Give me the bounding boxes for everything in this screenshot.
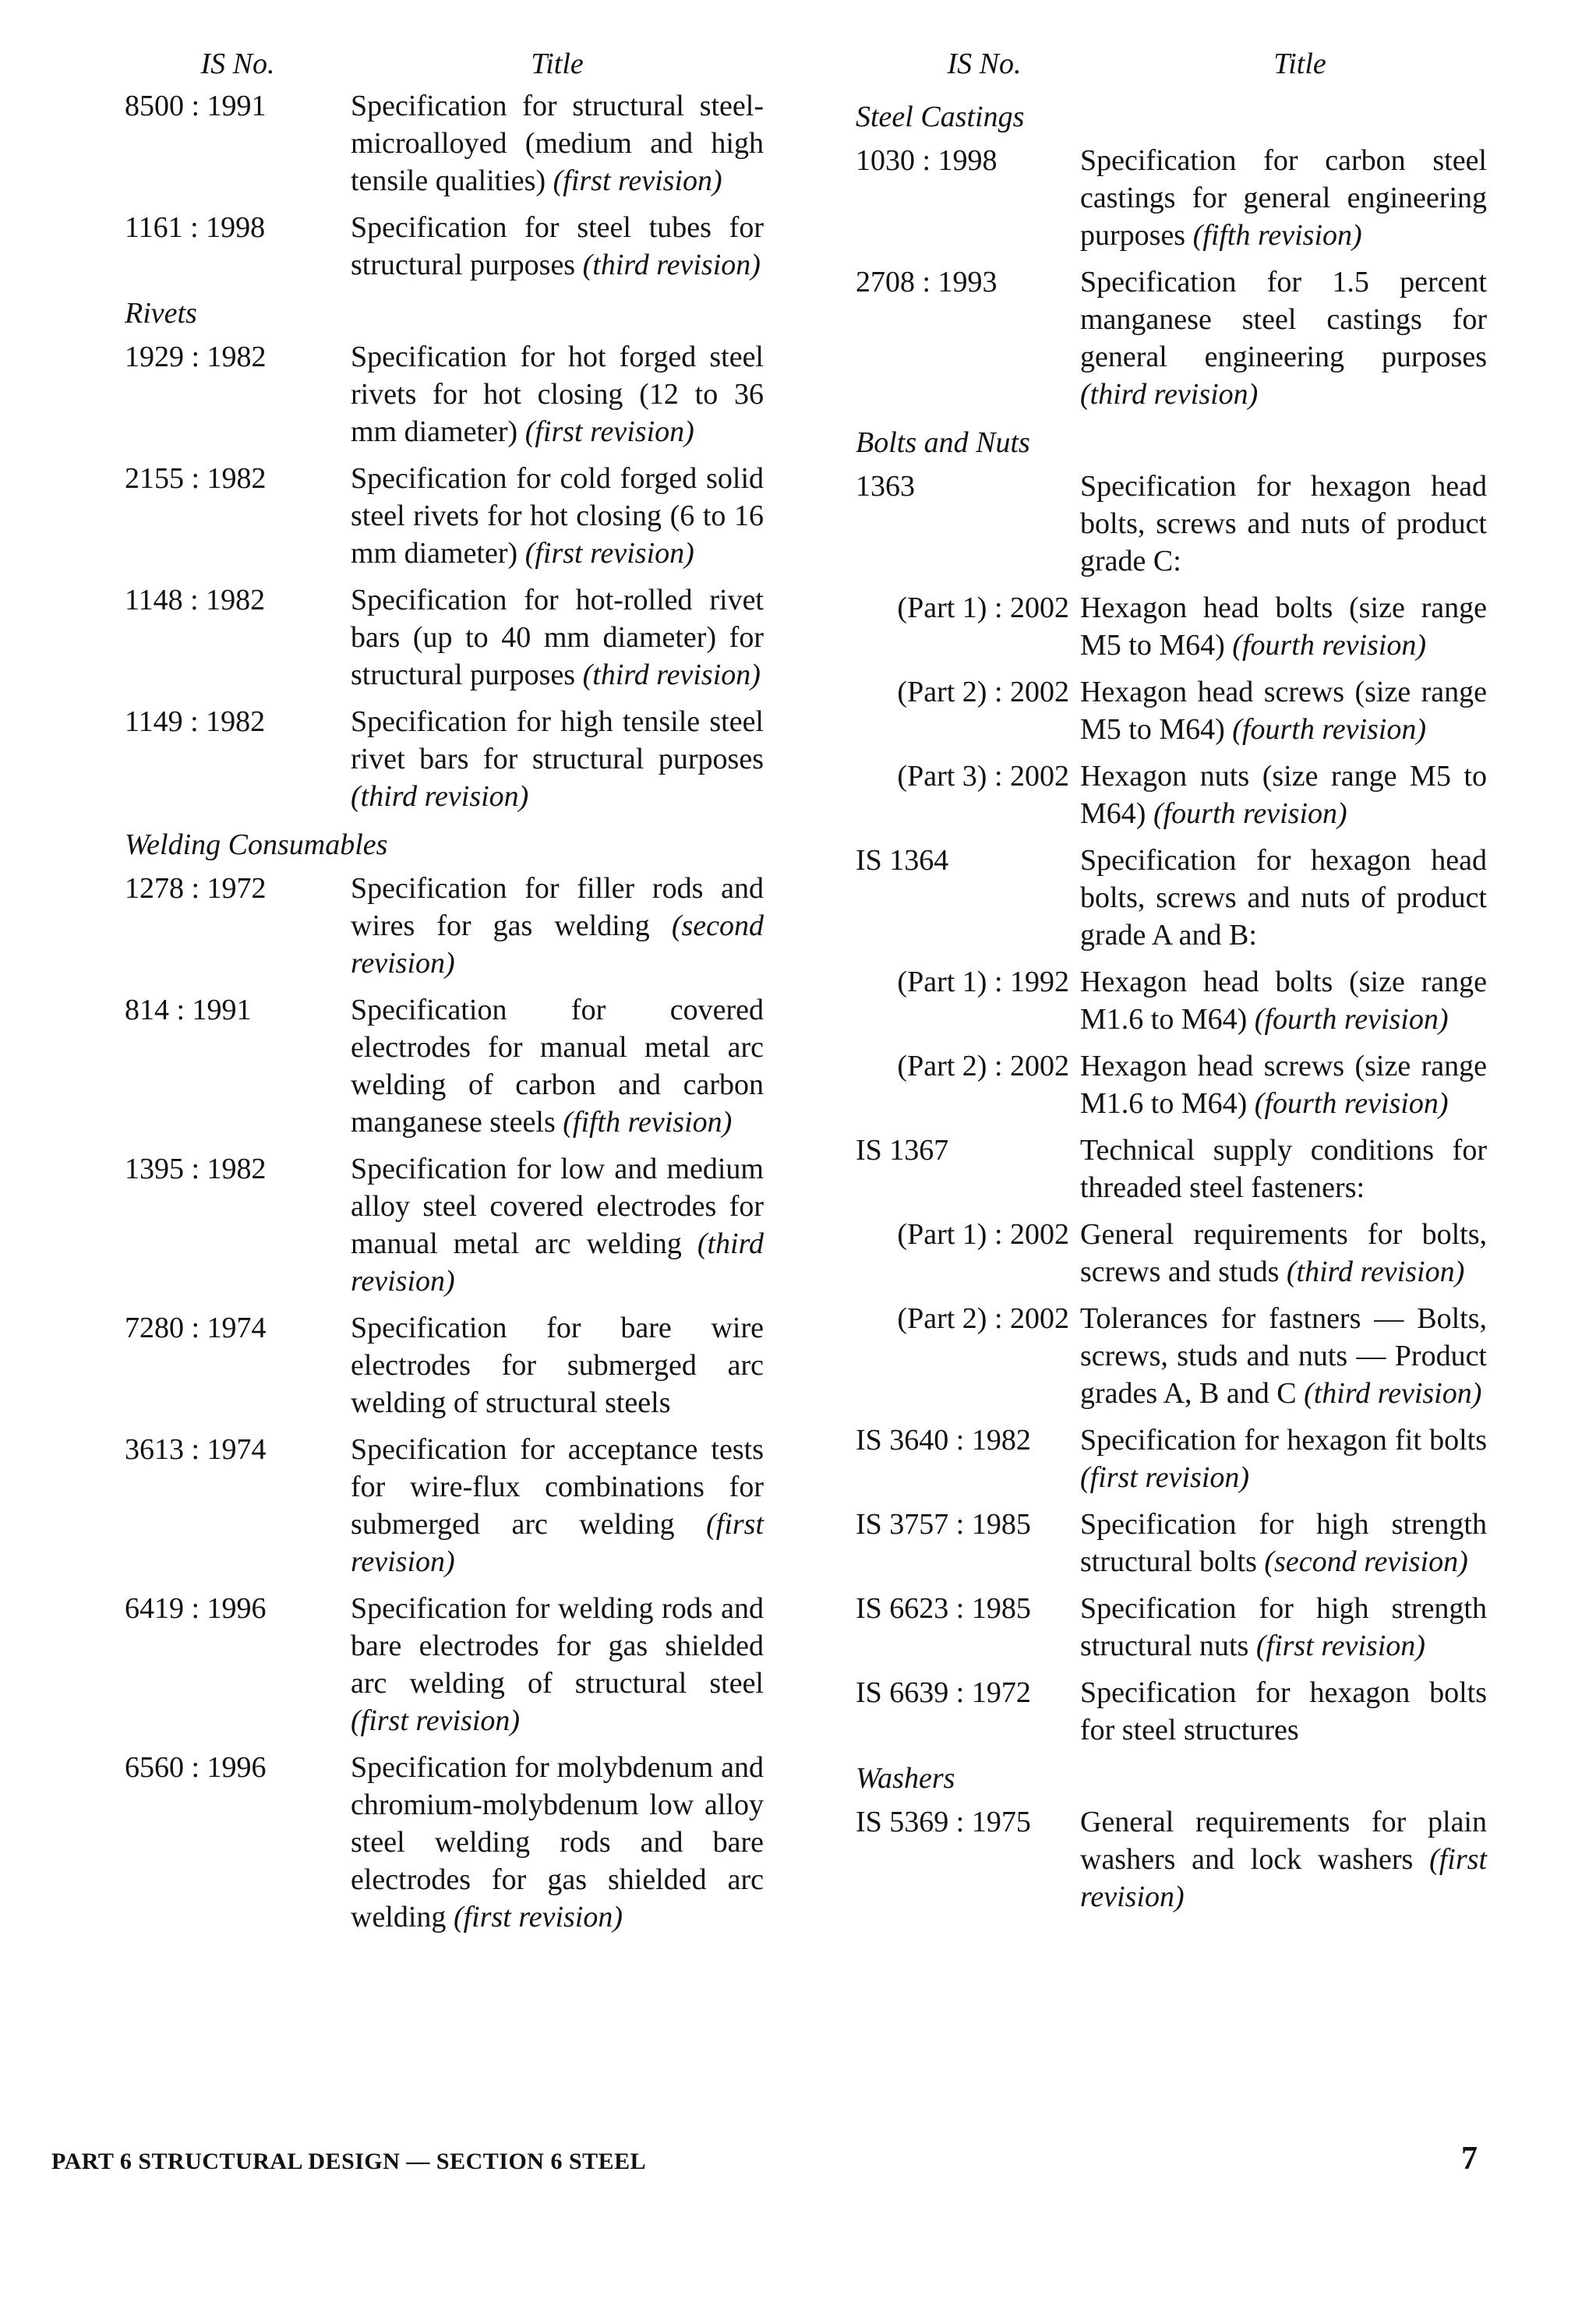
header-is-no: IS No. [200,48,275,80]
standard-entry [125,209,764,284]
page-number: 7 [1461,2141,1478,2177]
left-column [125,45,764,1945]
standard-number: 6419 : 1996 [125,1592,267,1625]
standard-number: 814 : 1991 [125,994,252,1026]
revision-note: (third revision) [582,249,761,281]
title-text: Specification for covered electrodes for manual metal arc welding of carbon and carbon manganese steels [351,994,764,1139]
section-heading: Bolts and Nuts [856,426,1030,459]
standard-entry [125,1150,764,1300]
standard-entry [856,589,1487,664]
standard-title [1080,1506,1487,1580]
title-text: General requirements for plain washers and lock washers [1080,1806,1487,1876]
revision-note: (third revision) [351,780,529,813]
standard-entry [856,1803,1487,1916]
standard-number: 7280 : 1974 [125,1312,267,1344]
title-text: Specification for hot forged steel rivets for hot closing (12 to 36 mm diameter) [351,341,764,448]
standard-number: 2708 : 1993 [856,266,998,298]
standard-title [351,1309,764,1421]
standard-title [351,703,764,815]
standard-entry [125,460,764,572]
title-text: Hexagon head screws (size range M5 to M64) [1080,676,1487,746]
revision-note: (first revision) [1255,1630,1425,1662]
standard-title [351,870,764,982]
title-text: Specification for hexagon head bolts, screws and nuts of product grade C: [1080,470,1487,577]
standard-title [351,338,764,450]
standard-entry [856,263,1487,413]
section-heading: Steel Castings [856,101,1025,133]
revision-note: (third revision) [351,1227,764,1298]
revision-note: (third revision) [1080,378,1259,411]
title-text: Specification for acceptance tests for wire-flux combinations for submerged arc welding [351,1433,764,1541]
title-text: Specification for bare wire electrodes for submerged arc welding of structural steels [351,1312,764,1419]
standard-title [1080,263,1487,413]
standard-entry [856,142,1487,254]
standard-number: IS 6639 : 1972 [856,1676,1031,1709]
standard-title [351,460,764,572]
standard-title [1080,468,1487,580]
standard-entry [125,870,764,982]
standard-number: 1929 : 1982 [125,341,267,373]
standard-title [1080,1216,1487,1291]
revision-note: (fourth revision) [1232,713,1427,746]
standard-number: (Part 2) : 2002 [897,1050,1069,1082]
standard-title [1080,963,1487,1038]
column-header [125,45,764,87]
standard-number: IS 6623 : 1985 [856,1592,1031,1625]
standard-title [1080,1300,1487,1412]
standard-number: 8500 : 1991 [125,90,267,122]
standard-title [1080,1421,1487,1496]
standard-number: 1395 : 1982 [125,1153,267,1185]
revision-note: (first revision) [524,415,694,448]
title-text: Hexagon nuts (size range M5 to M64) [1080,760,1487,830]
standard-entry [856,842,1487,954]
revision-note: (first revision) [351,1704,521,1737]
standard-number: (Part 1) : 1992 [897,966,1069,998]
standard-entry [125,87,764,200]
standard-entry [856,963,1487,1038]
revision-note: (fifth revision) [563,1106,733,1139]
standard-number: 6560 : 1996 [125,1751,267,1784]
standard-entry [856,1216,1487,1291]
standard-number: 1148 : 1982 [125,584,266,616]
standard-entry [856,1421,1487,1496]
standard-title [351,1150,764,1300]
standard-title [1080,757,1487,832]
standard-entry [125,581,764,694]
standard-entry [856,673,1487,748]
title-text: Specification for hexagon fit bolts [1080,1424,1487,1457]
standard-entry [125,1309,764,1421]
standard-entry [856,1506,1487,1580]
revision-note: (first revision) [524,537,694,570]
section-heading: Washers [856,1762,955,1795]
standard-entry [125,703,764,815]
title-text: Specification for low and medium alloy steel covered electrodes for manual metal arc welding [351,1153,764,1260]
revision-note: (fourth revision) [1232,629,1427,662]
title-text: Specification for molybdenum and chromium-molybdenum low alloy steel welding rods and bare electrodes for gas shielded arc welding [351,1751,764,1933]
revision-note: (first revision) [553,164,722,197]
column-header [856,45,1487,87]
standard-entry [856,468,1487,580]
standard-number: (Part 3) : 2002 [897,760,1069,793]
revision-note: (fourth revision) [1254,1003,1449,1036]
standard-number: IS 1364 [856,844,949,877]
standard-title [351,209,764,284]
standard-entry [856,1132,1487,1206]
left-entries [125,87,764,1936]
standard-number: 2155 : 1982 [125,462,267,495]
standard-number: (Part 1) : 2002 [897,1218,1069,1251]
standard-title [1080,1132,1487,1206]
revision-note: (fifth revision) [1192,219,1362,252]
standard-title [1080,842,1487,954]
standard-title [351,1590,764,1739]
section-heading: Rivets [125,297,197,330]
standard-number: (Part 1) : 2002 [897,591,1069,624]
revision-note: (third revision) [582,659,761,691]
title-text: Specification for steel tubes for structural purposes [351,211,764,281]
title-text: Specification for filler rods and wires for gas welding [351,872,764,942]
standard-title [351,1749,764,1936]
standard-entry [856,1674,1487,1749]
title-text: Tolerances for fastners — Bolts, screws, studs and nuts — Product grades A, B and C [1080,1302,1487,1410]
right-column [856,45,1487,1925]
section-heading: Welding Consumables [125,828,388,861]
standard-title [1080,142,1487,254]
standard-number: (Part 2) : 2002 [897,1302,1069,1335]
standard-title [351,581,764,694]
standard-number: 3613 : 1974 [125,1433,267,1466]
revision-note: (third revision) [1304,1377,1482,1410]
standard-title [351,991,764,1141]
page-footer [51,2140,1478,2177]
title-text: Specification for hexagon bolts for steel structures [1080,1676,1487,1746]
header-is-no: IS No. [947,48,1022,80]
standard-title [1080,1674,1487,1749]
header-title: Title [531,48,584,80]
title-text: Specification for cold forged solid steel rivets for hot closing (6 to 16 mm diameter) [351,462,764,570]
title-text: Specification for 1.5 percent manganese steel castings for general engineering purposes [1080,266,1487,373]
standard-title [351,1431,764,1580]
revision-note: (second revision) [1264,1545,1468,1578]
standard-number: (Part 2) : 2002 [897,676,1069,708]
standard-number: 1161 : 1998 [125,211,266,244]
standard-number: IS 1367 [856,1134,949,1167]
revision-note: (first revision) [453,1901,623,1933]
standard-number: 1278 : 1972 [125,872,267,905]
standard-title [1080,673,1487,748]
standard-entry [125,1590,764,1739]
standard-number: IS 3757 : 1985 [856,1508,1031,1541]
title-text: Specification for hot-rolled rivet bars (up to 40 mm diameter) for structural purposes [351,584,764,691]
title-text: Specification for structural steel-microalloyed (medium and high tensile qualities) [351,90,764,197]
revision-note: (third revision) [1286,1255,1465,1288]
standard-number: 1363 [856,470,915,503]
standard-entry [125,991,764,1141]
title-text: Hexagon head screws (size range M1.6 to M64) [1080,1050,1487,1120]
right-entries [856,98,1487,1916]
footer-text: PART 6 STRUCTURAL DESIGN — SECTION 6 STEEL [51,2149,647,2174]
revision-note: (second revision) [351,909,764,980]
revision-note: (first revision) [1080,1461,1250,1494]
standard-number: IS 5369 : 1975 [856,1806,1031,1838]
revision-note: (fourth revision) [1254,1087,1449,1120]
standard-entry [125,1749,764,1936]
standard-title [351,87,764,200]
title-text: Specification for carbon steel castings for general engineering purposes [1080,144,1487,252]
title-text: Specification for high strength structural nuts [1080,1592,1487,1662]
standard-number: 1149 : 1982 [125,705,266,738]
standard-entry [856,1047,1487,1122]
standard-title [1080,1047,1487,1122]
standard-title [1080,1803,1487,1916]
title-text: Specification for welding rods and bare electrodes for gas shielded arc welding of structural steel [351,1592,764,1700]
revision-note: (fourth revision) [1153,797,1347,830]
standard-title [1080,589,1487,664]
revision-note: (first revision) [351,1508,764,1578]
title-text: General requirements for bolts, screws and studs [1080,1218,1487,1288]
standard-number: 1030 : 1998 [856,144,998,177]
revision-note: (first revision) [1080,1843,1487,1913]
standard-entry [125,338,764,450]
standard-entry [125,1431,764,1580]
title-text: Hexagon head bolts (size range M5 to M64) [1080,591,1487,662]
header-title: Title [1273,48,1326,80]
standard-entry [856,1300,1487,1412]
title-text: Specification for high strength structural bolts [1080,1508,1487,1578]
standard-entry [856,1590,1487,1665]
standard-title [1080,1590,1487,1665]
title-text: Technical supply conditions for threaded steel fasteners: [1080,1134,1487,1204]
title-text: Hexagon head bolts (size range M1.6 to M64) [1080,966,1487,1036]
standard-entry [856,757,1487,832]
title-text: Specification for high tensile steel rivet bars for structural purposes [351,705,764,775]
standard-number: IS 3640 : 1982 [856,1424,1031,1457]
title-text: Specification for hexagon head bolts, screws and nuts of product grade A and B: [1080,844,1487,952]
